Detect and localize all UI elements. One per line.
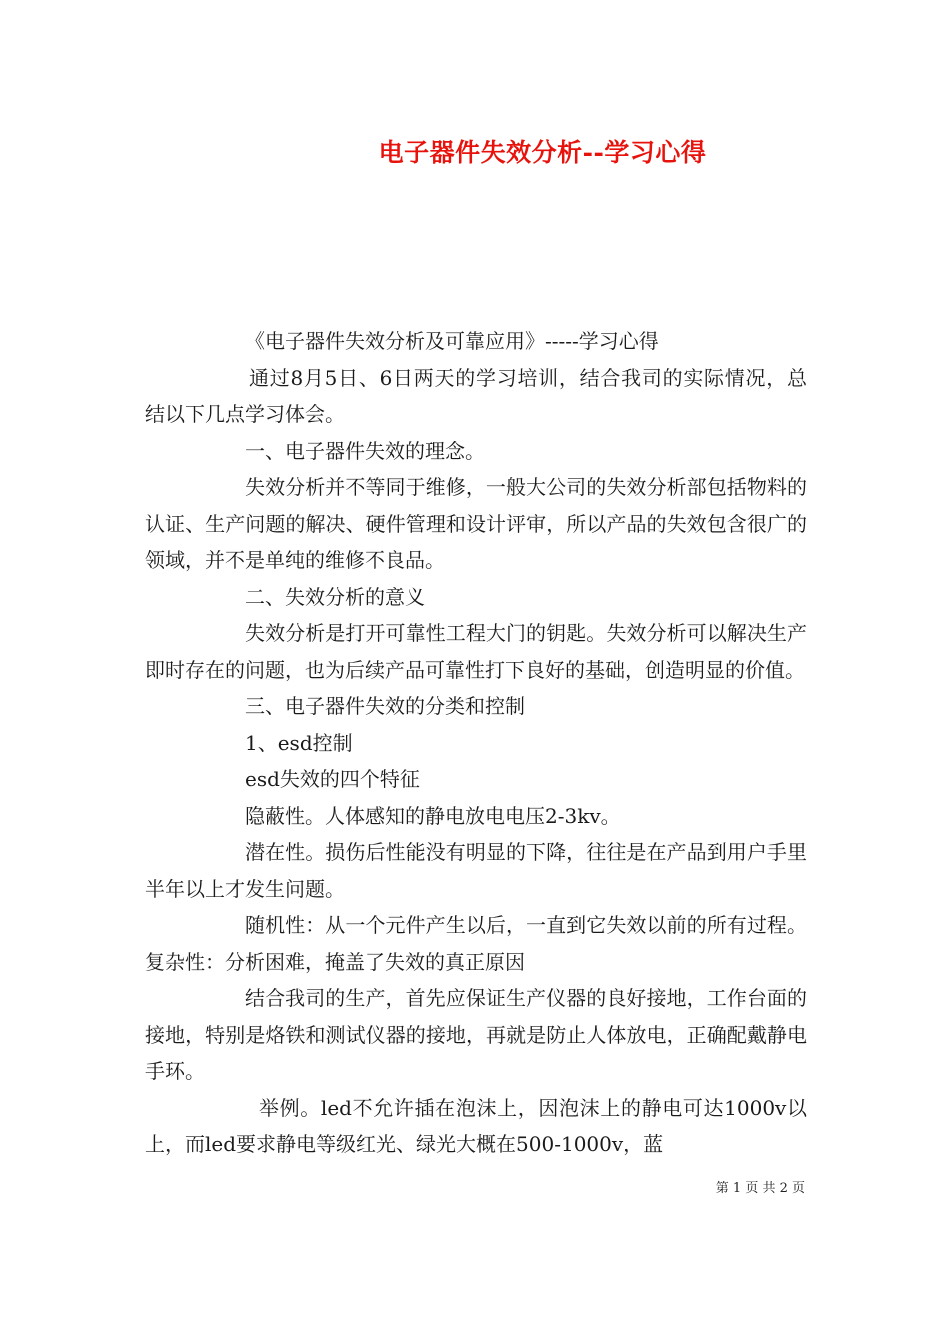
page-number: 第 1 页 共 2 页 xyxy=(715,1181,805,1196)
document-title: 电子器件失效分析--学习心得 xyxy=(378,138,707,167)
paragraph-section-1: 失效分析并不等同于维修，一般大公司的失效分析部包括物料的认证、生产问题的解决、硬件管理和设计评审，所以产品的失效包含很广的领域，并不是单纯的维修不良品。 xyxy=(145,475,807,572)
paragraph-section-2: 失效分析是打开可靠性工程大门的钥匙。失效分析可以解决生产即时存在的问题，也为后续产品可靠性打下良好的基础，创造明显的价值。 xyxy=(145,621,807,682)
document-body xyxy=(145,323,807,1163)
paragraph-randomness: 随机性：从一个元件产生以后，一直到它失效以前的所有过程。复杂性：分析困难，掩盖了失效的真正原因 xyxy=(145,913,807,974)
paragraph-company-practice: 结合我司的生产，首先应保证生产仪器的良好接地，工作台面的接地，特别是烙铁和测试仪器的接地，再就是防止人体放电，正确配戴静电手环。 xyxy=(145,986,807,1083)
heading-section-1: 一、电子器件失效的理念。 xyxy=(245,438,485,463)
paragraph-latency: 潜在性。损伤后性能没有明显的下降，往往是在产品到用户手里半年以上才发生问题。 xyxy=(145,840,807,901)
paragraph-intro: 通过8月5日、6日两天的学习培训，结合我司的实际情况，总结以下几点学习体会。 xyxy=(145,365,807,426)
paragraph-concealment: 隐蔽性。人体感知的静电放电电压2-3kv。 xyxy=(245,803,621,828)
paragraph-subtitle: 《电子器件失效分析及可靠应用》-----学习心得 xyxy=(245,329,659,353)
heading-esd-control: 1、esd控制 xyxy=(245,730,353,755)
heading-section-2: 二、失效分析的意义 xyxy=(245,584,425,609)
heading-section-3: 三、电子器件失效的分类和控制 xyxy=(245,694,525,718)
paragraph-esd-features: esd失效的四个特征 xyxy=(245,767,420,791)
paragraph-example: 举例。led不允许插在泡沫上，因泡沫上的静电可达1000v以上，而led要求静电等级红光、绿光大概在500-1000v，蓝 xyxy=(145,1095,807,1156)
